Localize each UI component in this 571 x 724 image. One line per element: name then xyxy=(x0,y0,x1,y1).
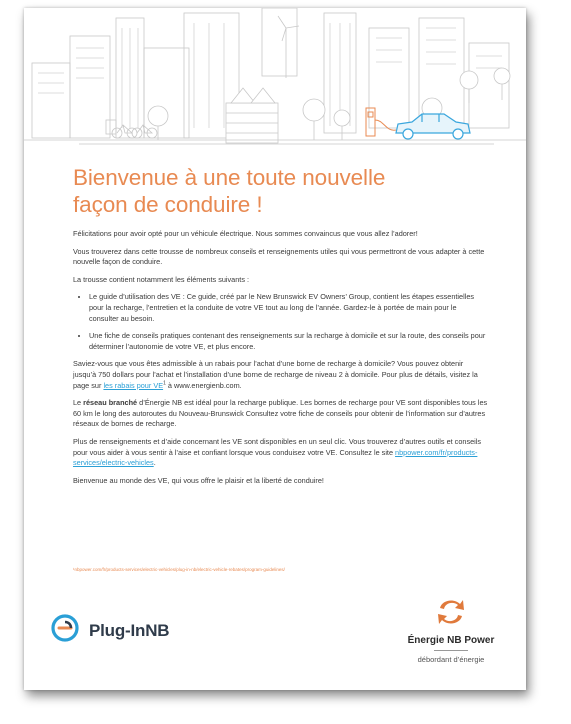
paragraph-network xyxy=(73,398,488,430)
title-line-1: Bienvenue à une toute nouvelle xyxy=(73,165,386,190)
rebate-text: Saviez-vous que vous êtes admissible à un rabais pour l’achat d’une borne de recharge à domicile? Vous pouvez obtenir jusqu’à 750 dollars pour l’achat et l’installation d’une borne de recharge de niveau 2 à domicile. Pour plus de détails, visitez la page sur xyxy=(73,359,478,390)
more-info-text: Plus de renseignements et d’aide concernant les VE sont disponibles en un seul clic. Vous trouverez d’autres outils et conseils pour vous aider à vous sentir à l’aise et confiant lorsque vous conduisez votre VE. Consultez le site xyxy=(73,436,482,457)
logo-divider xyxy=(434,650,468,651)
city-illustration xyxy=(24,8,526,154)
network-text: d’Énergie NB est idéal pour la recharge publique. Les bornes de recharge pour VE sont disponibles tous les 60 km le long des autoroutes du Nouveau-Brunswick Consultez votre fiche de conseils pour obtenir de l’information sur d’autres réseaux de bornes de recharge. xyxy=(73,398,488,429)
network-text-start: Le xyxy=(73,398,84,408)
title-line-2: façon de conduire ! xyxy=(73,192,263,217)
list-item: • Le guide d’utilisation des VE : Ce guide, créé par le New Brunswick EV Owners’ Group, contient les étapes essentielles pour la recharge, l’entretien et la conduite de votre VE tout au long de l’année. Gardez-le à portée de main pour le consulter au besoin. xyxy=(89,292,488,324)
footnote-marker: 1 xyxy=(163,380,166,387)
rebate-text-end: à www.energienb.com. xyxy=(165,380,242,390)
plug-in-nb-icon xyxy=(50,613,80,648)
more-info-text-end: . xyxy=(153,458,156,468)
plug-in-nb-wordmark: Plug-InNB xyxy=(89,620,170,640)
kit-contents-list xyxy=(73,292,488,352)
energie-nb-tagline: débordant d’énergie xyxy=(417,655,485,664)
paragraph-rebate xyxy=(73,359,488,391)
document-page xyxy=(24,8,526,690)
paragraph-more-info xyxy=(73,437,488,469)
paragraph-kit-intro: Vous trouverez dans cette trousse de nombreux conseils et renseignements utiles qui vous permettront de vous adapter à cette nouvelle façon de conduire. xyxy=(73,246,485,267)
document-body xyxy=(73,164,488,493)
list-item: • Une fiche de conseils pratiques contenant des renseignements sur la recharge à domicile et sur la route, des conseils pour déterminer l’autonomie de votre VE, et plus encore. xyxy=(89,331,488,352)
paragraph-congratulations: Félicitations pour avoir opté pour un véhicule électrique. Nous sommes convaincus que vous allez l’adorer! xyxy=(73,229,418,238)
energie-nb-icon xyxy=(434,615,468,632)
network-name: réseau branché xyxy=(83,398,138,408)
plug-in-nb-logo xyxy=(50,613,169,648)
footnote: ¹nbpower.com/fr/products-services/electric-vehicles/plug-in-nb/electric-vehicle-rebates/program-guidelines/ xyxy=(73,567,285,572)
energie-nb-name: Énergie NB Power xyxy=(407,635,495,646)
paragraph-kit-contents: La trousse contient notamment les éléments suivants : xyxy=(73,274,250,284)
ev-website-link[interactable]: nbpower.com/fr/products-services/electric-vehicles xyxy=(73,447,478,468)
energie-nb-logo xyxy=(392,596,510,664)
page-title xyxy=(73,164,488,218)
paragraph-welcome: Bienvenue au monde des VE, qui vous offre le plaisir et la liberté de conduire! xyxy=(73,475,324,485)
rebate-link[interactable]: les rabais pour VE xyxy=(103,380,164,390)
